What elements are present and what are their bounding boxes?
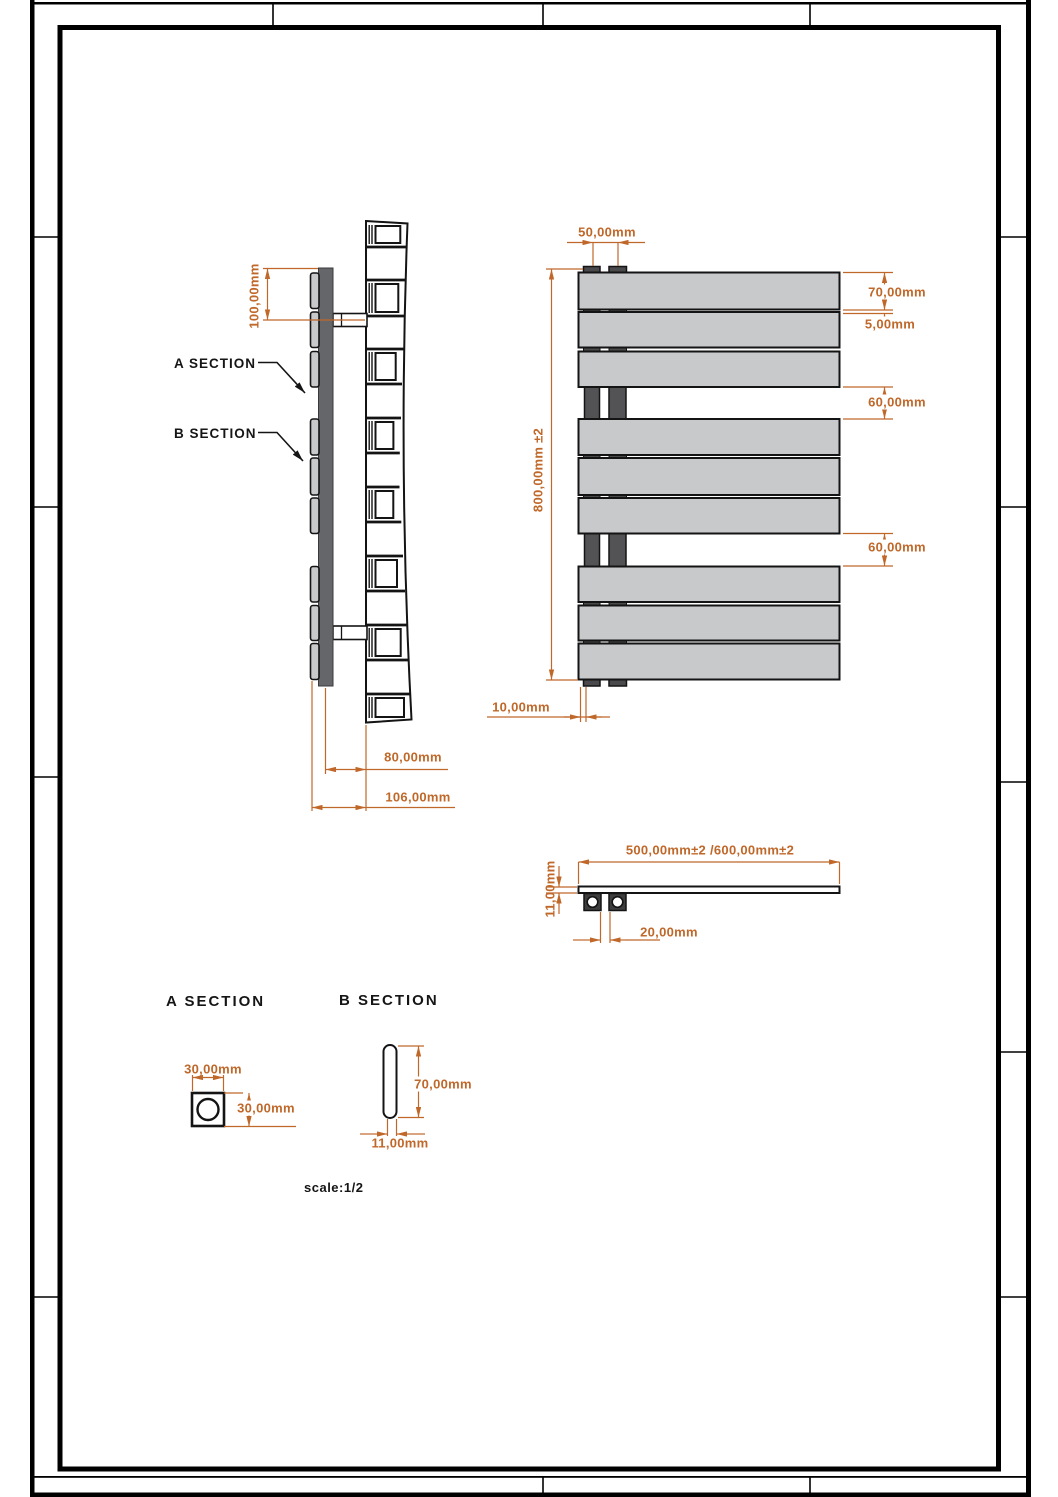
pipe-bore-right — [612, 897, 623, 908]
dim-pipe-gap-label: 20,00mm — [640, 924, 698, 940]
detail-a-height-label: 30,00mm — [237, 1100, 295, 1116]
side-profile-outline — [366, 221, 412, 723]
detail-b-height-label: 70,00mm — [414, 1076, 472, 1092]
dim-total-height-label: 800,00mm ±2 — [530, 427, 546, 513]
dim-depth-bar-label: 80,00mm — [384, 749, 442, 765]
frame-outer-bottom — [30, 1493, 1031, 1497]
frame-outer-right — [1026, 0, 1031, 1497]
scale-note: scale:1/2 — [304, 1180, 364, 1195]
frame-outer-top — [34, 2, 1026, 5]
leader-b-section — [258, 433, 303, 462]
detail-b-panel-profile — [384, 1045, 397, 1118]
front-view — [487, 243, 893, 723]
side-bracket-lower — [333, 626, 367, 640]
dim-group-gap-upper-label: 60,00mm — [868, 394, 926, 410]
frame-inner-border — [60, 28, 999, 1470]
top-view-pipes — [584, 894, 626, 911]
dim-depth-total-label: 106,00mm — [385, 789, 451, 805]
frame-bottom-thin-line — [35, 1476, 1027, 1478]
dim-panel-height-label: 70,00mm — [868, 284, 926, 300]
dim-bracket-offset-label: 100,00mm — [246, 263, 262, 329]
detail-b-thickness-label: 11,00mm — [371, 1135, 429, 1151]
section-leader-arrows — [258, 363, 305, 462]
side-a-section-label: A SECTION — [174, 356, 257, 371]
frame-tick-marks — [34, 4, 1026, 1493]
dim-panel-gap-label: 5,00mm — [864, 316, 916, 332]
detail-a-width-label: 30,00mm — [184, 1061, 242, 1077]
side-view — [258, 221, 455, 811]
dim-pipe-spacing-label: 50,00mm — [578, 224, 636, 240]
side-view-dimensions — [263, 269, 455, 812]
leader-a-section — [258, 363, 305, 394]
side-panel-edges — [311, 273, 320, 680]
dim-panel-thickness-label: 11,00mm — [542, 860, 558, 918]
side-collector-bar — [319, 268, 334, 686]
top-view-panel — [579, 887, 840, 894]
dim-total-width-label: 500,00mm±2 /600,00mm±2 — [625, 842, 795, 858]
side-b-section-label: B SECTION — [174, 426, 257, 441]
detail-b-title: B SECTION — [339, 992, 439, 1009]
frame-outer-left — [30, 0, 35, 1497]
pipe-bore-left — [587, 897, 598, 908]
dim-pipe-offset-label: 10,00mm — [492, 699, 550, 715]
detail-a-bore — [198, 1099, 219, 1120]
dim-group-gap-lower-label: 60,00mm — [868, 539, 926, 555]
sheet-frame — [30, 0, 1031, 1497]
detail-a-title: A SECTION — [166, 993, 266, 1010]
front-panels — [579, 273, 840, 680]
